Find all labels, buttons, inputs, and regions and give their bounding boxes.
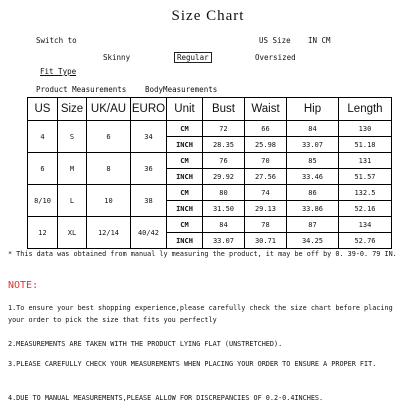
size-chart-table: [27, 97, 392, 249]
header-uk-au: UK/AU: [87, 98, 131, 121]
header-us: US: [28, 98, 58, 121]
unit-inch-cell: INCH: [167, 201, 203, 217]
length-inch-cell: 51.18: [339, 137, 392, 153]
bust-cm-cell: 80: [203, 185, 245, 201]
table-header-row: [28, 98, 392, 121]
fit-option-regular[interactable]: Regular: [174, 52, 212, 63]
waist-cm-cell: 66: [245, 121, 287, 137]
header-bust: Bust: [203, 98, 245, 121]
waist-inch-cell: 30.71: [245, 233, 287, 249]
bust-cm-cell: 84: [203, 217, 245, 233]
table-row: [28, 121, 392, 137]
waist-cm-cell: 74: [245, 185, 287, 201]
tab-product-measurements[interactable]: Product Measurements: [36, 85, 127, 94]
waist-inch-cell: 29.13: [245, 201, 287, 217]
size-cell: M: [58, 153, 87, 185]
unit-cm-cell: CM: [167, 217, 203, 233]
uk-au-cell: 6: [87, 121, 131, 153]
euro-cell: 36: [131, 153, 167, 185]
unit-inch-cell: INCH: [167, 137, 203, 153]
hip-inch-cell: 34.25: [287, 233, 339, 249]
uk-au-cell: 10: [87, 185, 131, 217]
hip-cm-cell: 84: [287, 121, 339, 137]
header-waist: Waist: [245, 98, 287, 121]
header-length: Length: [339, 98, 392, 121]
uk-au-cell: 12/14: [87, 217, 131, 249]
bust-inch-cell: 28.35: [203, 137, 245, 153]
bust-cm-cell: 76: [203, 153, 245, 169]
euro-cell: 38: [131, 185, 167, 217]
unit-cm-cell: CM: [167, 153, 203, 169]
us-size-cell: 4: [28, 121, 58, 153]
length-inch-cell: 51.57: [339, 169, 392, 185]
uk-au-cell: 8: [87, 153, 131, 185]
unit-cm-cell: CM: [167, 121, 203, 137]
length-cm-cell: 132.5: [339, 185, 392, 201]
length-inch-cell: 52.76: [339, 233, 392, 249]
size-cell: XL: [58, 217, 87, 249]
waist-cm-cell: 78: [245, 217, 287, 233]
unit-toggle[interactable]: IN CM: [308, 36, 331, 45]
unit-cm-cell: CM: [167, 185, 203, 201]
table-row: [28, 217, 392, 233]
waist-inch-cell: 25.98: [245, 137, 287, 153]
us-size-cell: 12: [28, 217, 58, 249]
header-hip: Hip: [287, 98, 339, 121]
note-item-3: 3.PLEASE CAREFULLY CHECK YOUR MEASUREMENTS WHEN PLACING YOUR ORDER TO ENSURE A PROPER FIT.: [8, 360, 377, 368]
measurement-disclaimer: * This data was obtained from manual ly measuring the product, it may be off by 0. 39-0. 79 IN.: [8, 250, 397, 258]
note-item-1: 1.To ensure your best shopping experience,please carefully check the size chart before placing your order to pick the size that fits you perfectly: [8, 304, 393, 324]
page-title: Size Chart: [171, 8, 245, 24]
hip-cm-cell: 86: [287, 185, 339, 201]
tab-body-measurements[interactable]: BodyMeasurements: [145, 85, 218, 94]
hip-cm-cell: 87: [287, 217, 339, 233]
bust-inch-cell: 31.50: [203, 201, 245, 217]
bust-cm-cell: 72: [203, 121, 245, 137]
fit-type-label: Fit Type: [40, 67, 77, 76]
hip-inch-cell: 33.86: [287, 201, 339, 217]
note-item-4: 4.DUE TO MANUAL MEASUREMENTS,PLEASE ALLOW FOR DISCREPANCIES OF 0.2-0.4INCHES.: [8, 394, 324, 402]
table-row: [28, 185, 392, 201]
table-row: [28, 153, 392, 169]
hip-cm-cell: 85: [287, 153, 339, 169]
bust-inch-cell: 33.07: [203, 233, 245, 249]
size-cell: S: [58, 121, 87, 153]
waist-inch-cell: 27.56: [245, 169, 287, 185]
fit-option-oversized[interactable]: Oversized: [255, 53, 296, 62]
note-item-2: 2.MEASUREMENTS ARE TAKEN WITH THE PRODUCT LYING FLAT (UNSTRETCHED).: [8, 340, 283, 348]
hip-inch-cell: 33.07: [287, 137, 339, 153]
us-size-toggle[interactable]: US Size: [259, 36, 291, 45]
header-size: Size: [58, 98, 87, 121]
length-cm-cell: 131: [339, 153, 392, 169]
euro-cell: 40/42: [131, 217, 167, 249]
size-cell: L: [58, 185, 87, 217]
us-size-cell: 8/10: [28, 185, 58, 217]
us-size-cell: 6: [28, 153, 58, 185]
note-title: NOTE:: [8, 280, 39, 291]
euro-cell: 34: [131, 121, 167, 153]
header-euro: EURO: [131, 98, 167, 121]
unit-inch-cell: INCH: [167, 169, 203, 185]
waist-cm-cell: 70: [245, 153, 287, 169]
hip-inch-cell: 33.46: [287, 169, 339, 185]
length-inch-cell: 52.16: [339, 201, 392, 217]
unit-inch-cell: INCH: [167, 233, 203, 249]
fit-option-skinny[interactable]: Skinny: [103, 53, 131, 62]
header-unit: Unit: [167, 98, 203, 121]
length-cm-cell: 134: [339, 217, 392, 233]
length-cm-cell: 130: [339, 121, 392, 137]
bust-inch-cell: 29.92: [203, 169, 245, 185]
switch-to-label: Switch to: [36, 36, 77, 45]
